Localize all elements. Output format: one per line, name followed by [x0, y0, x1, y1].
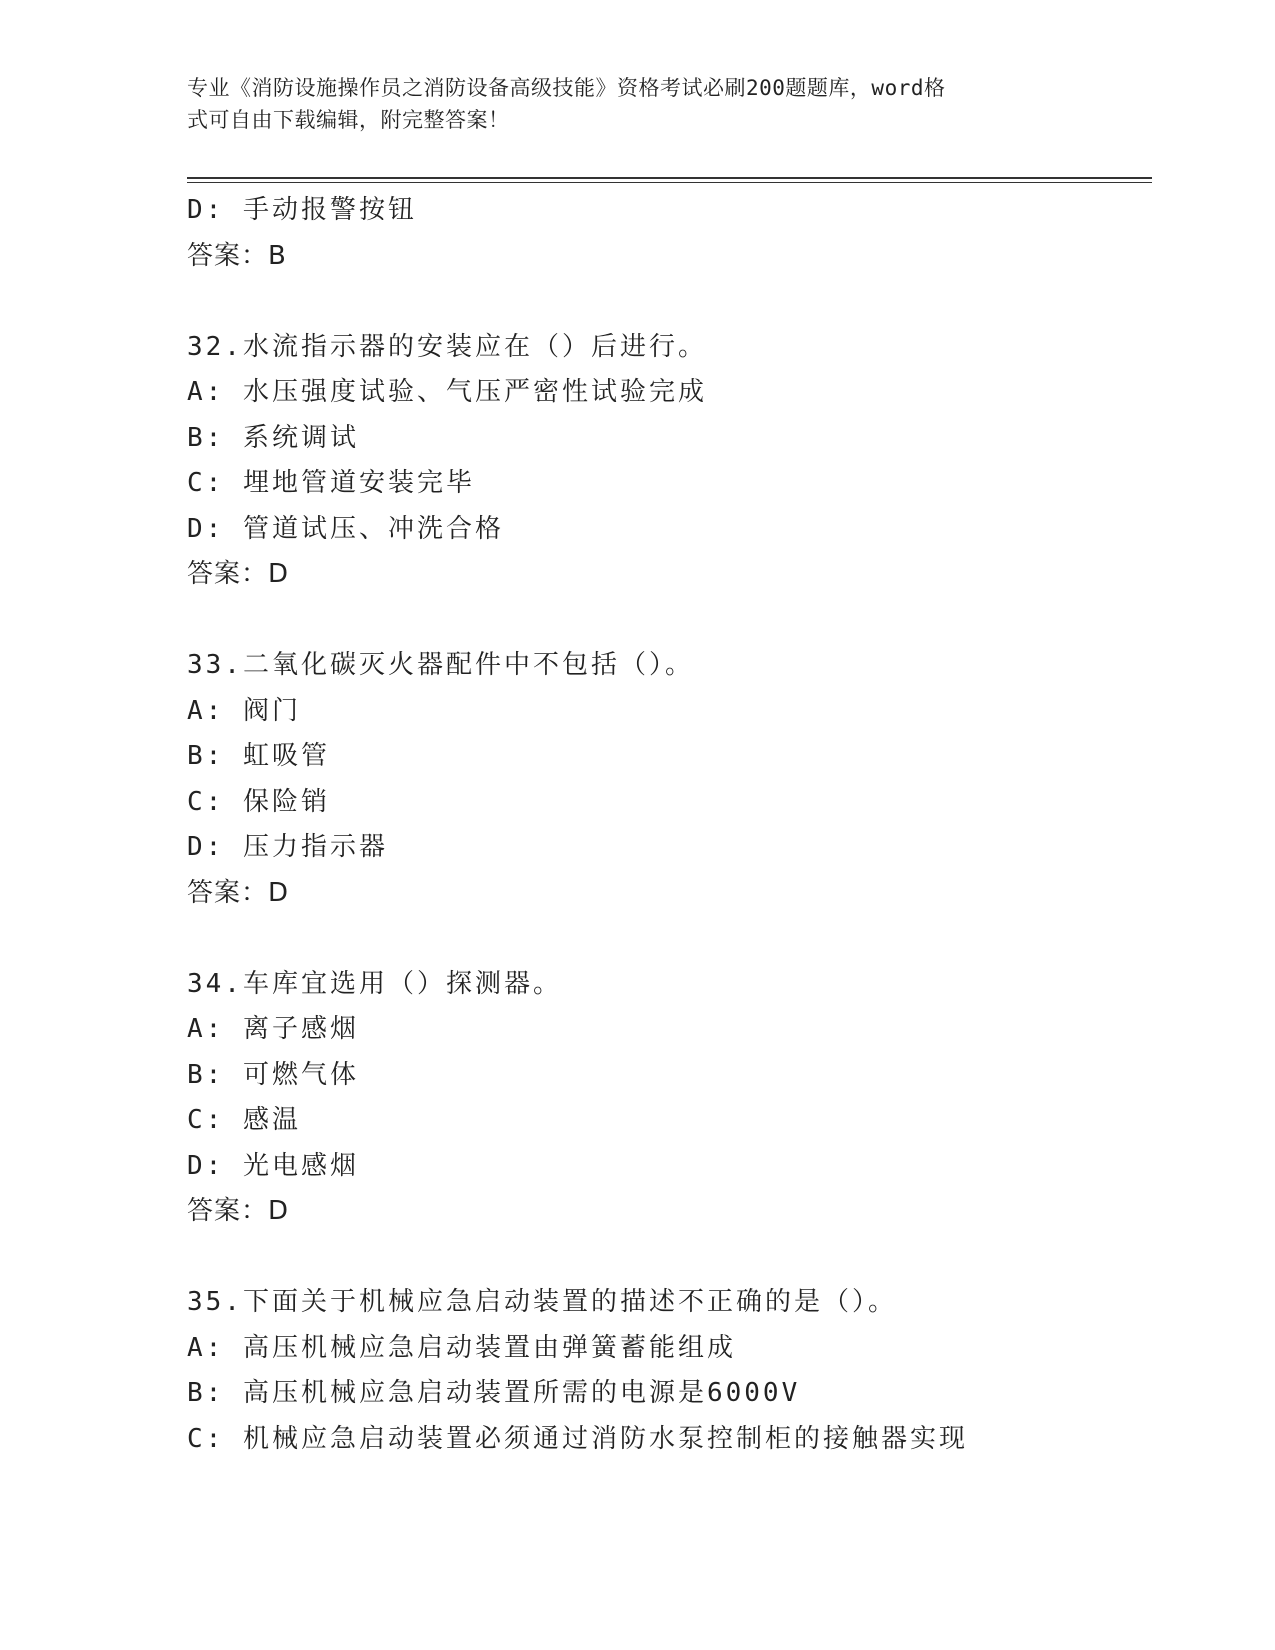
- document-header: [187, 72, 1067, 136]
- option-a: A: 离子感烟: [187, 1014, 359, 1044]
- option-c: C: 埋地管道安装完毕: [187, 468, 475, 498]
- option-a: A: 高压机械应急启动装置由弹簧蓄能组成: [187, 1332, 736, 1363]
- spacer: [187, 916, 1147, 962]
- question-31-tail: [187, 188, 1147, 279]
- question-stem: 33.二氧化碳灭火器配件中不包括（）。: [187, 650, 694, 680]
- spacer: [187, 598, 1147, 644]
- question-32: [187, 325, 1147, 598]
- question-33: [187, 643, 1147, 916]
- option-c: C: 保险销: [187, 786, 330, 817]
- option-b: B: 可燃气体: [187, 1059, 359, 1090]
- option-a: A: 阀门: [187, 695, 301, 726]
- option-d: D: 管道试压、冲洗合格: [187, 513, 504, 544]
- question-35: [187, 1280, 1147, 1462]
- answer-line: 答案：B: [187, 240, 287, 271]
- option-d: D: 压力指示器: [187, 832, 388, 862]
- question-stem: 32.水流指示器的安装应在（）后进行。: [187, 331, 707, 362]
- answer-line: 答案：D: [187, 877, 290, 908]
- option-a: A: 水压强度试验、气压严密性试验完成: [187, 377, 707, 407]
- question-stem: 35.下面关于机械应急启动装置的描述不正确的是（）。: [187, 1287, 897, 1317]
- option-b: B: 系统调试: [187, 422, 359, 453]
- option-b: B: 虹吸管: [187, 741, 330, 771]
- spacer: [187, 1235, 1147, 1281]
- question-list: [187, 188, 1147, 1462]
- option-c: C: 感温: [187, 1105, 301, 1135]
- answer-line: 答案：D: [187, 559, 290, 589]
- option-d: D: 手动报警按钮: [187, 195, 417, 225]
- header-divider-thick: [187, 177, 1152, 179]
- option-b: B: 高压机械应急启动装置所需的电源是6000V: [187, 1378, 801, 1408]
- answer-line: 答案：D: [187, 1196, 290, 1226]
- option-c: C: 机械应急启动装置必须通过消防水泵控制柜的接触器实现: [187, 1423, 968, 1454]
- header-divider-thin: [187, 182, 1152, 183]
- option-d: D: 光电感烟: [187, 1150, 359, 1181]
- header-line-2: 式可自由下载编辑，附完整答案！: [187, 108, 510, 132]
- header-line-1: 专业《消防设施操作员之消防设备高级技能》资格考试必刷200题题库，word格: [187, 76, 946, 100]
- question-stem: 34.车库宜选用（）探测器。: [187, 968, 562, 999]
- spacer: [187, 279, 1147, 325]
- question-34: [187, 962, 1147, 1235]
